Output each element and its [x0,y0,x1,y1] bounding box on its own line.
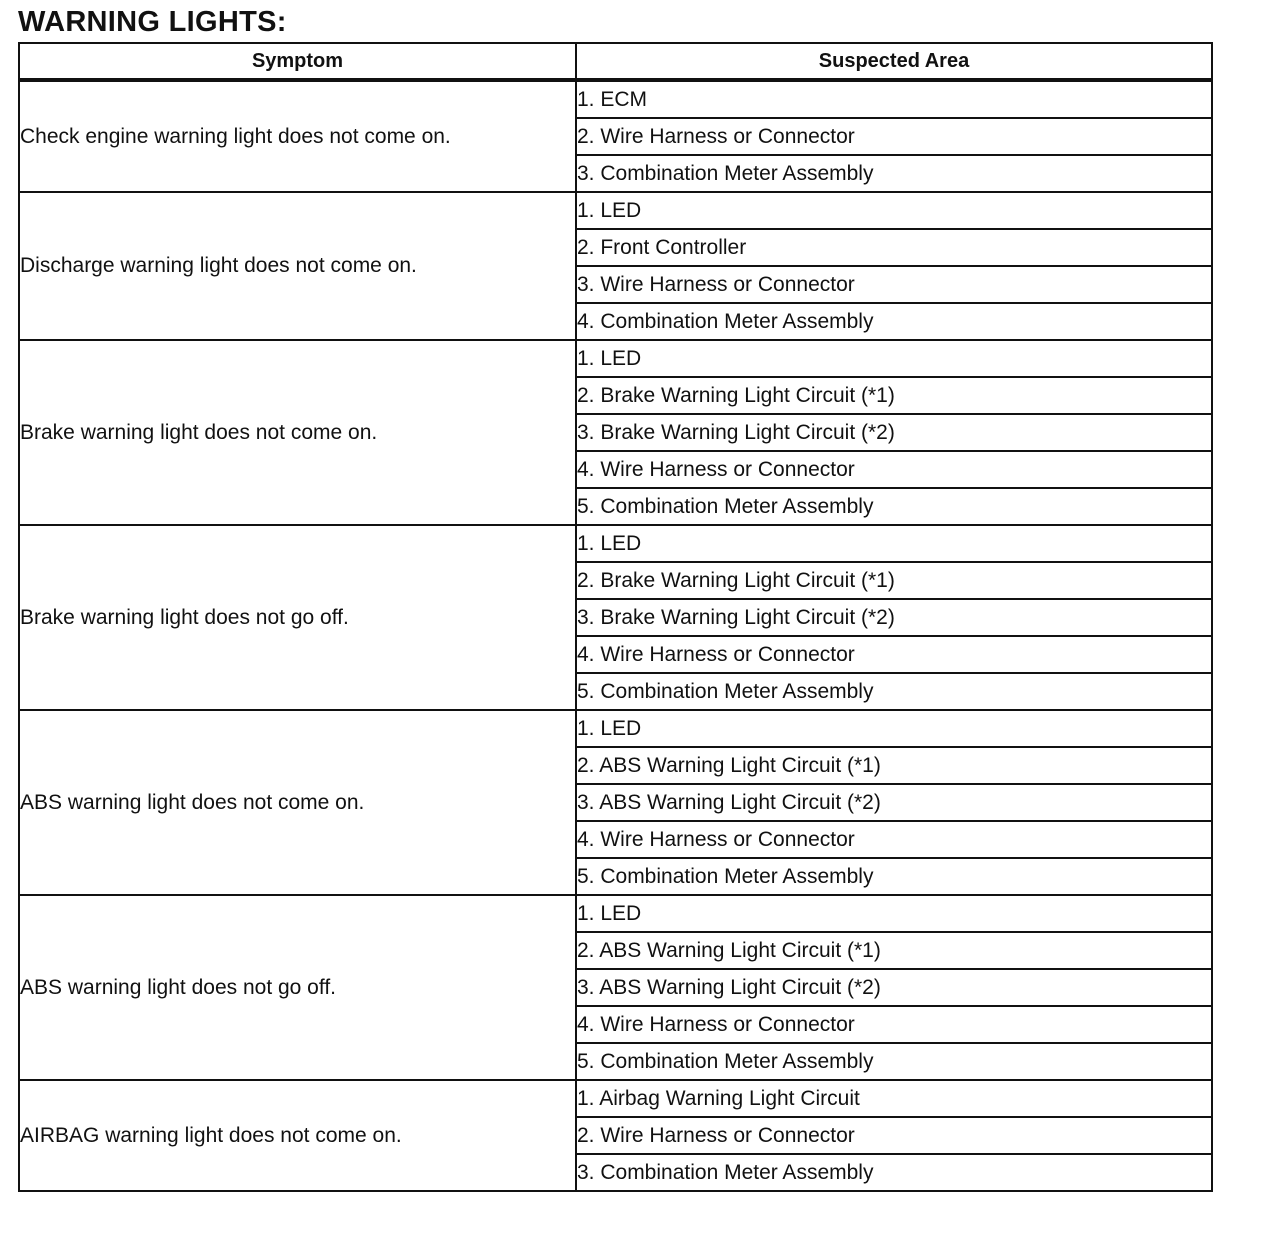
symptom-column-header: Symptom [19,43,576,80]
page-title: WARNING LIGHTS: [18,6,287,38]
suspected-area-cell: 4. Wire Harness or Connector [576,451,1212,488]
suspected-area-cell: 3. Brake Warning Light Circuit (*2) [576,414,1212,451]
suspected-area-cell: 1. LED [576,340,1212,377]
suspected-area-cell: 3. Brake Warning Light Circuit (*2) [576,599,1212,636]
suspected-area-cell: 1. LED [576,525,1212,562]
table-header-row [19,43,1212,80]
suspected-area-cell: 1. Airbag Warning Light Circuit [576,1080,1212,1117]
suspected-area-cell: 3. Combination Meter Assembly [576,155,1212,192]
suspected-area-cell: 2. ABS Warning Light Circuit (*1) [576,932,1212,969]
suspected-area-cell: 2. ABS Warning Light Circuit (*1) [576,747,1212,784]
suspected-area-cell: 5. Combination Meter Assembly [576,1043,1212,1080]
suspected-area-cell: 1. LED [576,710,1212,747]
suspected-area-cell: 1. LED [576,895,1212,932]
table-row [19,525,1212,562]
suspected-area-cell: 5. Combination Meter Assembly [576,488,1212,525]
table-row [19,895,1212,932]
symptom-cell: Discharge warning light does not come on. [19,192,576,340]
suspected-area-cell: 2. Wire Harness or Connector [576,1117,1212,1154]
suspected-area-cell: 2. Brake Warning Light Circuit (*1) [576,562,1212,599]
warning-lights-table [18,42,1213,1192]
table-row [19,710,1212,747]
suspected-area-cell: 4. Combination Meter Assembly [576,303,1212,340]
suspected-area-cell: 3. Combination Meter Assembly [576,1154,1212,1191]
suspected-area-cell: 4. Wire Harness or Connector [576,821,1212,858]
symptom-cell: AIRBAG warning light does not come on. [19,1080,576,1191]
symptom-cell: Brake warning light does not come on. [19,340,576,525]
suspected-area-cell: 2. Brake Warning Light Circuit (*1) [576,377,1212,414]
suspected-area-cell: 4. Wire Harness or Connector [576,636,1212,673]
table-body [19,80,1212,1191]
suspected-area-cell: 2. Front Controller [576,229,1212,266]
table-row [19,1080,1212,1117]
suspected-area-cell: 4. Wire Harness or Connector [576,1006,1212,1043]
suspected-area-cell: 3. ABS Warning Light Circuit (*2) [576,969,1212,1006]
table-row [19,340,1212,377]
suspected-area-cell: 1. LED [576,192,1212,229]
suspected-area-column-header: Suspected Area [576,43,1212,80]
suspected-area-cell: 3. Wire Harness or Connector [576,266,1212,303]
suspected-area-cell: 3. ABS Warning Light Circuit (*2) [576,784,1212,821]
suspected-area-cell: 1. ECM [576,80,1212,118]
suspected-area-cell: 5. Combination Meter Assembly [576,673,1212,710]
suspected-area-cell: 5. Combination Meter Assembly [576,858,1212,895]
symptom-cell: Brake warning light does not go off. [19,525,576,710]
table-row [19,80,1212,118]
symptom-cell: Check engine warning light does not come on. [19,80,576,192]
table-row [19,192,1212,229]
suspected-area-cell: 2. Wire Harness or Connector [576,118,1212,155]
symptom-cell: ABS warning light does not go off. [19,895,576,1080]
symptom-cell: ABS warning light does not come on. [19,710,576,895]
